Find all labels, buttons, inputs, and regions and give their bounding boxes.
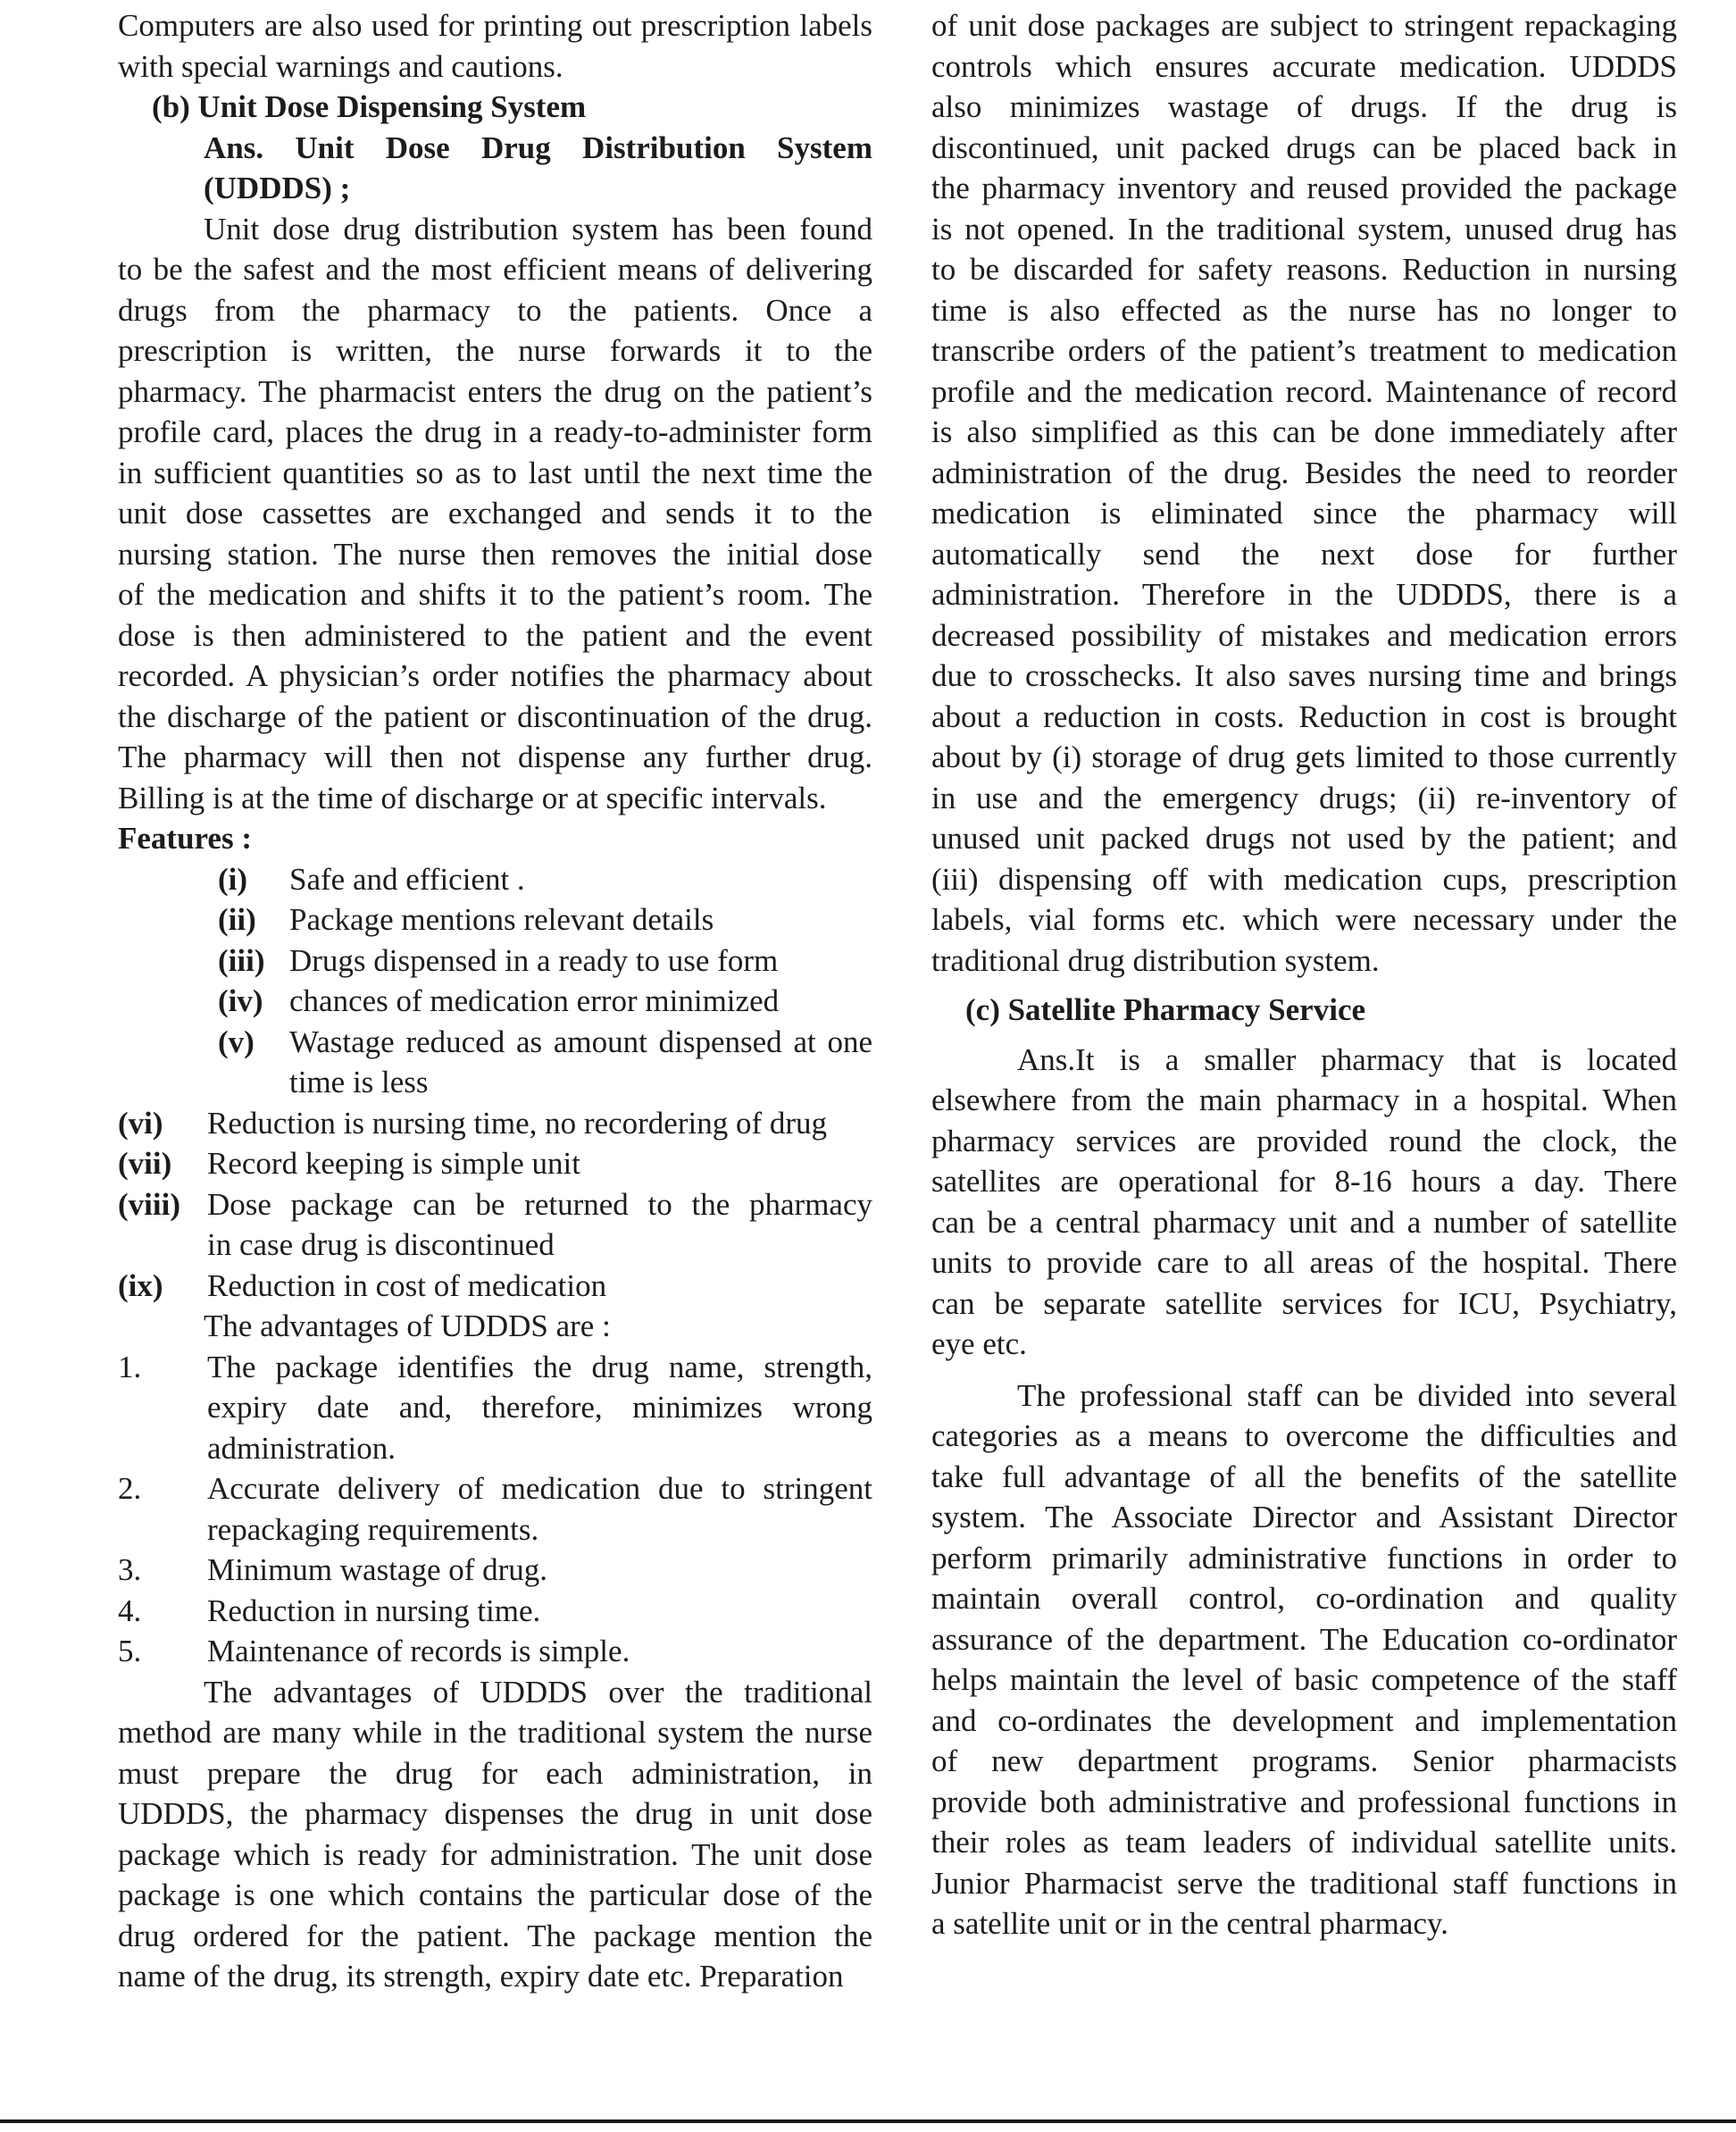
text-line: in sufficient quantities so as to last until the next time the [118,455,872,490]
text-line: package is one which contains the particular dose of the [118,1877,872,1912]
list-item [118,859,872,900]
list-item-number: (viii) [118,1186,180,1222]
list-item-number [218,1062,289,1103]
list-item-text: Reduction in cost of medication [207,1267,607,1303]
text-line: can be a central pharmacy unit and a number of satellite [931,1204,1677,1240]
text-line: decreased possibility of mistakes and medication errors [931,617,1677,653]
text-line: categories as a means to overcome the difficulties and [931,1418,1677,1453]
text-line: their roles as team leaders of individual satellite units. [931,1825,1677,1860]
list-item-text: Safe and efficient . [289,861,525,897]
advantages-over-traditional-paragraph [118,1672,872,1997]
list-item-number [118,1387,207,1428]
features-label: Features : [118,821,252,856]
list-item-text: Reduction is nursing time, no recordering of drug [207,1105,828,1141]
text-line: The professional staff can be divided into several [1017,1377,1677,1413]
professional-staff-paragraph [931,1375,1677,1944]
text-line: eye etc. [931,1326,1027,1361]
text-line: of new department programs. Senior pharmacists [931,1743,1677,1778]
text-line: dose is then administered to the patient and the event [118,617,872,653]
advantages-list [118,1347,872,1672]
text-line: must prepare the drug for each administration, in [118,1755,872,1791]
text-line: time is also effected as the nurse has no longer to [931,292,1677,328]
list-item-text: The package identifies the drug name, strength, [207,1349,872,1384]
text-line: unit dose cassettes are exchanged and sends it to the [118,496,872,531]
list-item [118,941,872,982]
list-item [118,1225,872,1266]
text-line: provide both administrative and professional functions in [931,1784,1677,1819]
text-line: in use and the emergency drugs; (ii) re-inventory of [931,780,1677,815]
list-item-number: 4. [118,1593,142,1628]
text-line: of unit dose packages are subject to stringent repackaging [931,8,1677,43]
text-line: helps maintain the level of basic competence of the staff [931,1662,1677,1697]
list-item-number: (ii) [218,902,256,937]
text-line: profile card, places the drug in a ready-to-administer form [118,414,872,449]
list-item-text: Accurate delivery of medication due to stringent [207,1471,872,1506]
list-item [118,1550,872,1591]
list-item-text: time is less [289,1065,429,1099]
list-item-text: repackaging requirements. [207,1511,539,1547]
text-line: elsewhere from the main pharmacy in a hospital. When [931,1083,1677,1117]
text-line: system. The Associate Director and Assistant Director [931,1500,1677,1534]
text-line: Computers are also used for printing out prescription labels [118,8,872,43]
list-item-number: (ix) [118,1267,163,1303]
list-item-number: (vii) [118,1146,172,1181]
list-item-number: (iv) [218,983,263,1018]
text-line: UDDDS, the pharmacy dispenses the drug in unit dose [118,1796,872,1831]
list-item-number: 1. [118,1349,142,1384]
right-column [931,5,1677,1944]
text-line: Ans.It is a smaller pharmacy that is located [1017,1041,1677,1077]
text-line: also minimizes wastage of drugs. If the drug is [931,89,1677,124]
text-line: The advantages of UDDDS over the traditional [204,1674,872,1710]
text-line: of the medication and shifts it to the patient’s room. The [118,577,872,612]
list-item-text: Wastage reduced as amount dispensed at one [289,1024,872,1059]
text-line: prescription is written, the nurse forwards it to the [118,333,872,368]
list-item-text: Minimum wastage of drug. [207,1552,548,1587]
text-line: (UDDDS) ; [204,171,351,205]
text-line: satellites are operational for 8-16 hours a day. There [931,1164,1677,1199]
list-item-text: expiry date and, therefore, minimizes wrong [207,1390,872,1425]
list-item [118,1103,872,1144]
text-line: The pharmacy will then not dispense any further drug. [118,740,872,774]
list-item [118,1266,872,1307]
text-line: drugs from the pharmacy to the patients. Once a [118,292,872,328]
text-line: and co-ordinates the development and implementation [931,1702,1677,1738]
list-item-text: chances of medication error minimized [289,983,780,1018]
text-line: take full advantage of all the benefits of the satellite [931,1459,1677,1494]
intro-paragraph [118,5,872,87]
text-line: traditional drug distribution system. [931,942,1380,978]
text-line: about a reduction in costs. Reduction in cost is brought [931,698,1677,734]
text-line: package which is ready for administration. The unit dose [118,1836,872,1872]
list-item [118,899,872,941]
text-line: units to provide care to all areas of the hospital. There [931,1245,1677,1280]
list-item [118,1184,872,1225]
list-item [118,1347,872,1388]
text-line: automatically send the next dose for further [931,536,1677,572]
text-line: Junior Pharmacist serve the traditional staff functions in [931,1865,1677,1901]
text-line: to be the safest and the most efficient means of delivering [118,252,872,287]
list-item-number [118,1509,207,1551]
text-line: is not opened. In the traditional system, unused drug has [931,211,1677,247]
advantages-intro: The advantages of UDDDS are : [204,1308,611,1343]
list-item [118,1509,872,1551]
text-line: Ans. Unit Dose Drug Distribution System [204,130,872,165]
text-line: nursing station. The nurse then removes the initial dose [118,536,872,572]
list-item-text: Reduction in nursing time. [207,1593,541,1628]
text-line: (iii) dispensing off with medication cups, prescription [931,861,1677,897]
satellite-pharmacy-paragraph [931,1040,1677,1365]
text-line: pharmacy. The pharmacist enters the drug on the patient’s [118,373,872,409]
text-line: pharmacy services are provided round the clock, the [931,1123,1677,1158]
text-line: perform primarily administrative functions in order to [931,1540,1677,1576]
section-heading-b: (b) Unit Dose Dispensing System [152,89,587,124]
list-item [118,1468,872,1509]
text-line: is also simplified as this can be done immediately after [931,414,1677,449]
list-item-number [118,1225,207,1266]
list-item-text: administration. [207,1430,396,1466]
list-item-number: (vi) [118,1105,163,1141]
list-item-number: (v) [218,1024,255,1059]
list-item-number: 5. [118,1634,142,1668]
list-item-number: (iii) [218,942,265,978]
answer-heading [118,128,872,209]
text-line: medication is eliminated since the pharmacy will [931,496,1677,531]
text-line: a satellite unit or in the central pharmacy. [931,1906,1448,1941]
text-line: the pharmacy inventory and reused provided the package [931,171,1677,205]
text-line: name of the drug, its strength, expiry date etc. Preparation [118,1959,844,1994]
text-line: profile and the medication record. Maintenance of record [931,373,1677,409]
text-line: controls which ensures accurate medication. UDDDS [931,48,1677,84]
text-line: administration. Therefore in the UDDDS, there is a [931,577,1677,612]
list-item-text: Maintenance of records is simple. [207,1634,630,1668]
features-list [118,859,872,1307]
udds-continuation-paragraph [931,5,1677,981]
text-line: recorded. A physician’s order notifies the pharmacy about [118,658,872,693]
list-item [118,981,872,1022]
text-line: to be discarded for safety reasons. Reduction in nursing [931,252,1677,287]
section-heading-c: (c) Satellite Pharmacy Service [965,992,1366,1027]
text-line: with special warnings and cautions. [118,48,563,84]
text-line: discontinued, unit packed drugs can be placed back in [931,130,1677,165]
list-item [118,1062,872,1103]
list-item-number [118,1428,207,1469]
list-item [118,1022,872,1063]
text-line: drug ordered for the patient. The package mention the [118,1918,872,1953]
list-item-number: (i) [218,861,248,897]
list-item [118,1143,872,1184]
list-item-number: 2. [118,1471,142,1506]
text-line: labels, vial forms etc. which were necessary under the [931,902,1677,937]
list-item-text: in case drug is discontinued [207,1227,555,1262]
list-item-text: Package mentions relevant details [289,902,714,937]
list-item-text: Dose package can be returned to the pharmacy [207,1186,872,1222]
text-line: Billing is at the time of discharge or at specific intervals. [118,780,827,815]
text-line: the discharge of the patient or discontinuation of the drug. [118,698,872,734]
text-line: transcribe orders of the patient’s treatment to medication [931,333,1677,368]
text-line: Unit dose drug distribution system has been found [204,211,872,247]
text-line: due to crosschecks. It also saves nursing time and brings [931,658,1677,693]
text-line: can be separate satellite services for ICU, Psychiatry, [931,1285,1677,1321]
page-bottom-rule [0,2119,1736,2123]
text-line: assurance of the department. The Education co-ordinator [931,1621,1677,1657]
text-line: method are many while in the traditional system the nurse [118,1715,872,1750]
list-item [118,1631,872,1672]
text-line: unused unit packed drugs not used by the patient; and [931,821,1677,856]
list-item [118,1387,872,1428]
text-line: administration of the drug. Besides the need to reorder [931,455,1677,490]
text-line: about by (i) storage of drug gets limited to those currently [931,740,1677,774]
text-line: maintain overall control, co-ordination and quality [931,1581,1677,1616]
list-item-number: 3. [118,1552,142,1587]
left-column [118,5,872,1997]
udds-description-paragraph [118,209,872,819]
list-item-text: Drugs dispensed in a ready to use form [289,942,779,978]
list-item [118,1428,872,1469]
list-item-text: Record keeping is simple unit [207,1146,580,1181]
list-item [118,1591,872,1632]
